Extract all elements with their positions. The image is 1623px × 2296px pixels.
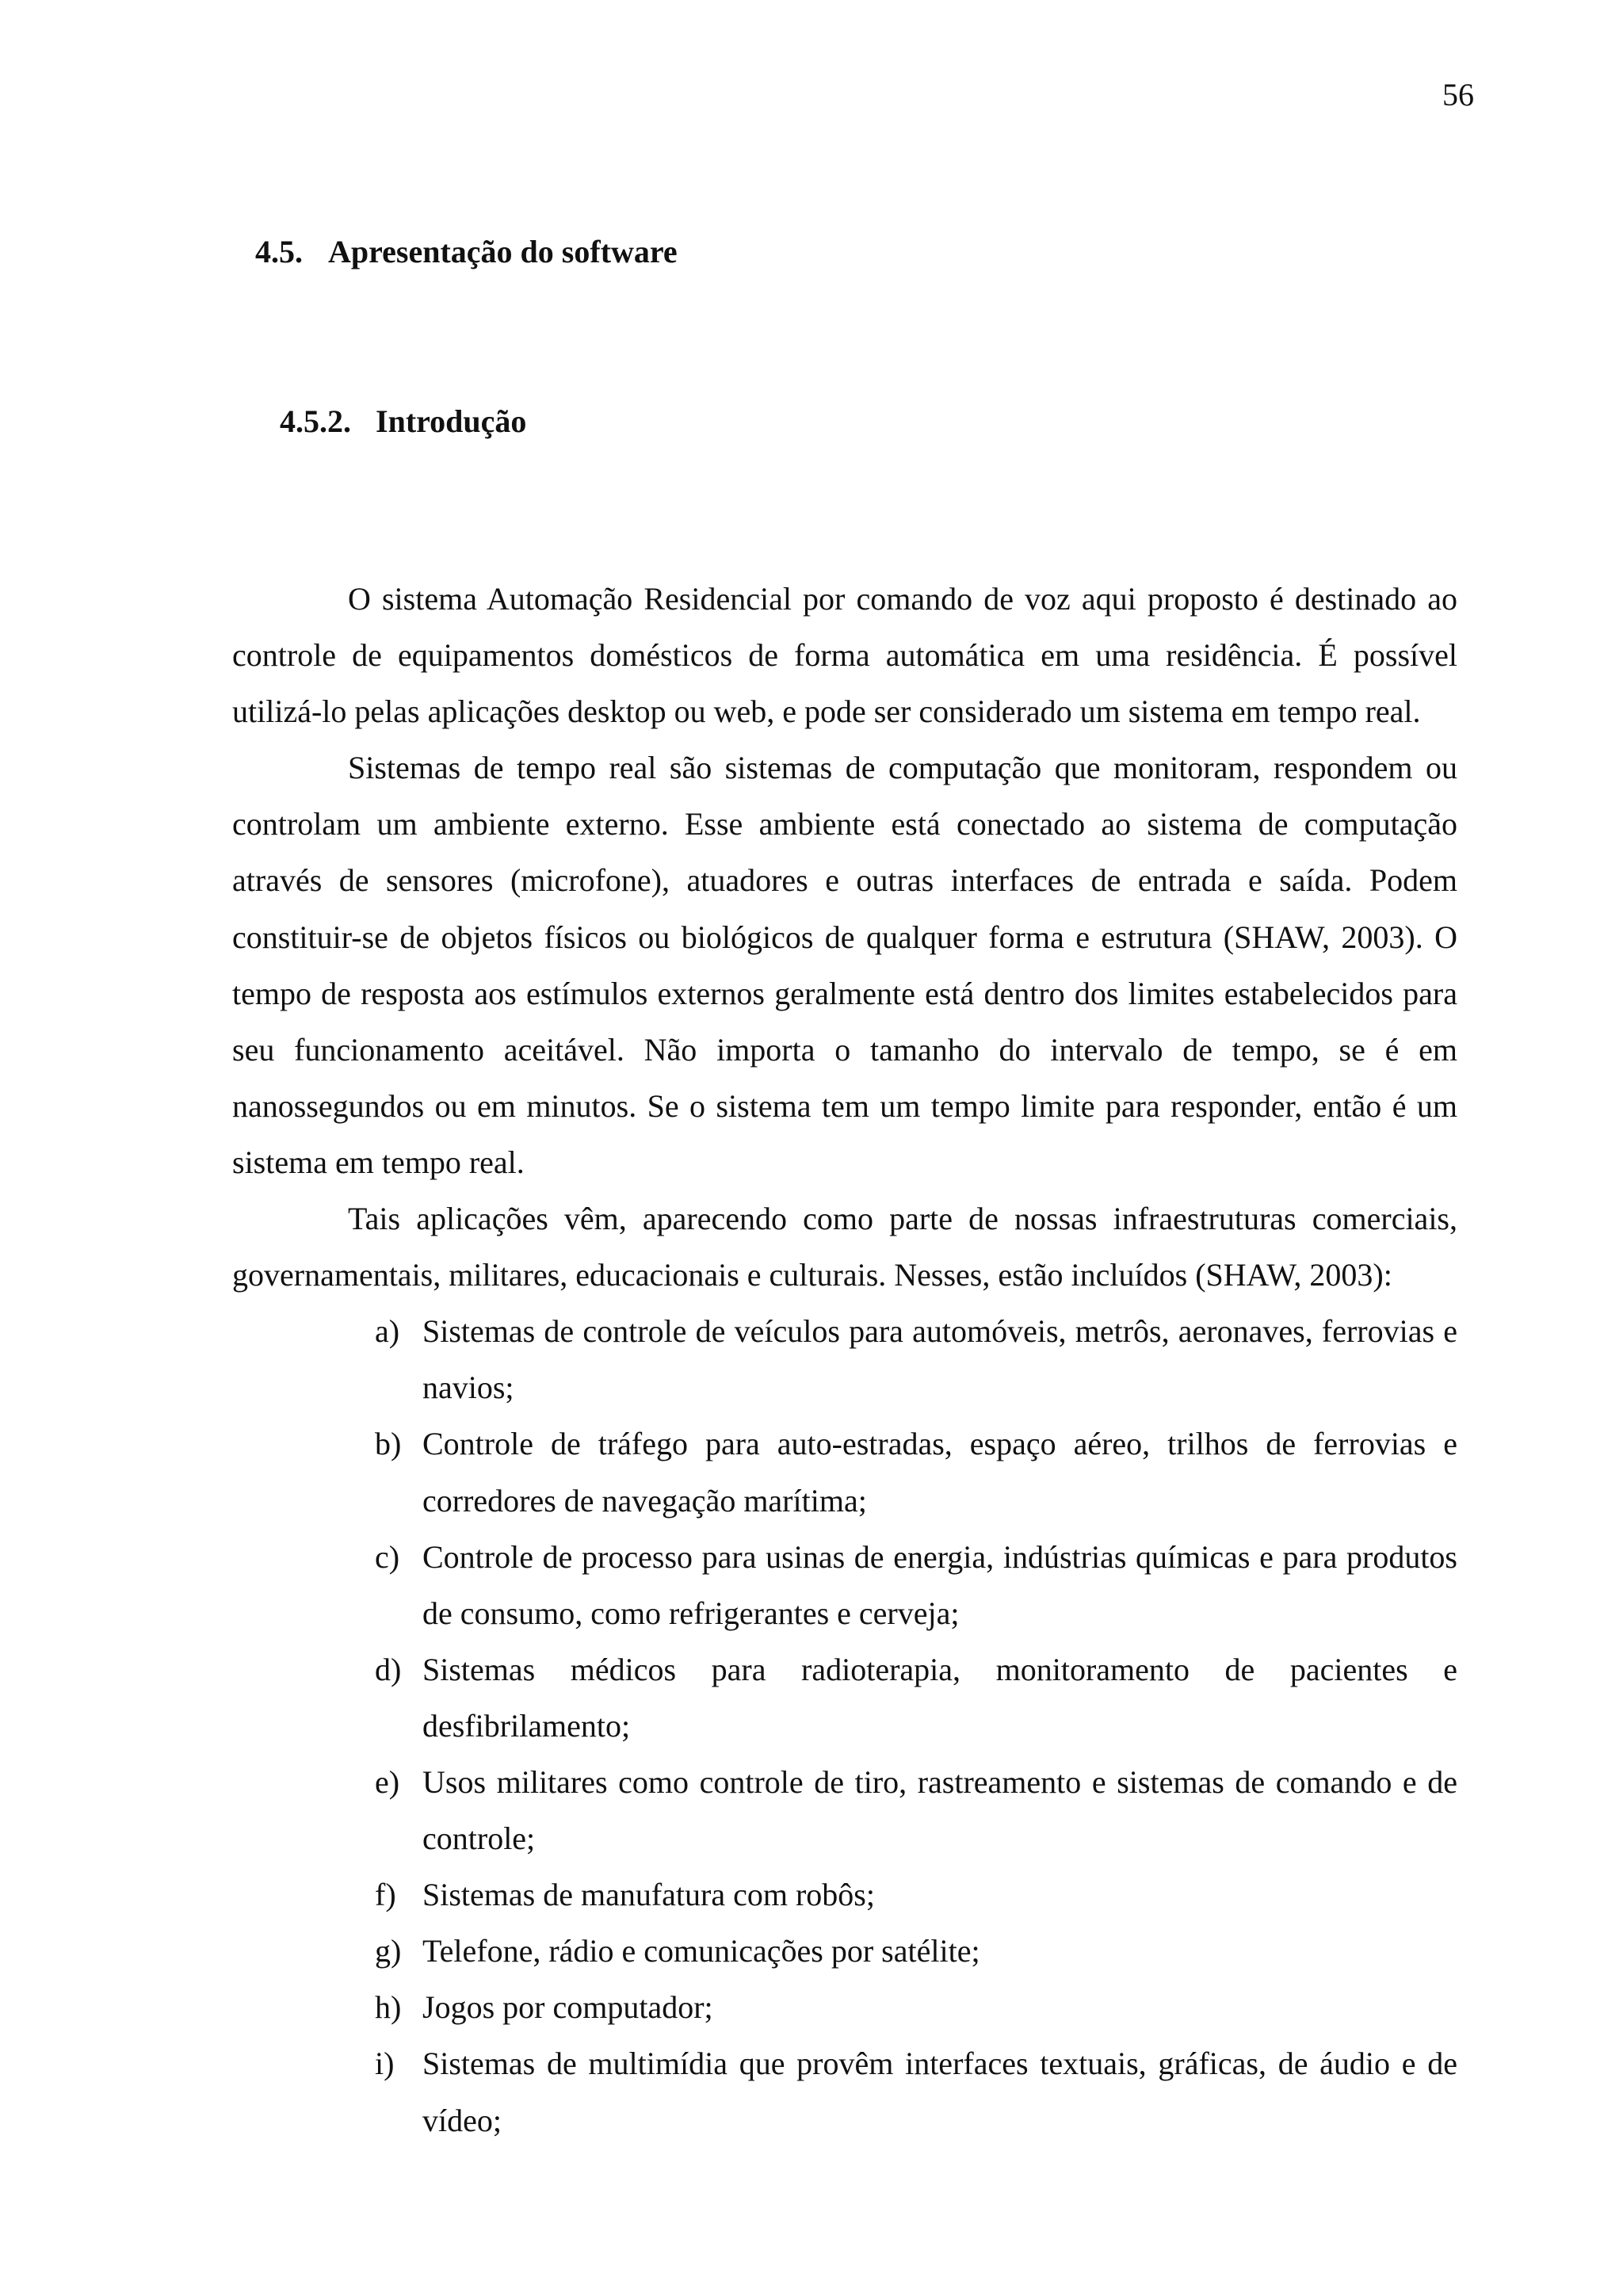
list-item [375,1979,1457,2035]
list-marker: b) [375,1426,402,1462]
section-heading [255,233,678,271]
list-item [375,1866,1457,1923]
list-item-text: Sistemas de manufatura com robôs; [422,1877,875,1913]
list-marker: a) [375,1313,400,1350]
list-item [375,1754,1457,1866]
list-marker: h) [375,1989,402,2026]
list-item-text: Controle de tráfego para auto-estradas, espaço aéreo, trilhos de ferrovias e corredores de navegação marítima; [422,1426,1457,1519]
list-item [375,1923,1457,1979]
list-item [375,1303,1457,1415]
list-item-text: Usos militares como controle de tiro, rastreamento e sistemas de comando e de controle; [422,1763,1457,1857]
section-title: Apresentação do software [328,234,678,269]
paragraph: Tais aplicações vêm, aparecendo como parte de nossas infraestruturas comerciais, governamentais, militares, educacionais e culturais. Nesses, estão incluídos (SHAW, 2003): [232,1201,1457,1293]
list-item [375,1415,1457,1528]
list-marker: d) [375,1651,402,1687]
list-item-text: Sistemas de multimídia que provêm interfaces textuais, gráficas, de áudio e de vídeo; [422,2046,1457,2138]
list-item [375,1529,1457,1641]
list-marker: e) [375,1763,400,1800]
list-item-text: Jogos por computador; [422,1989,713,2026]
list-item [375,1641,1457,1754]
paragraph: O sistema Automação Residencial por comando de voz aqui proposto é destinado ao controle de equipamentos domésticos de forma automática em uma residência. É possível utilizá-lo pelas aplicações desktop ou web, e pode ser considerado um sistema em tempo real. [232,581,1457,730]
list-marker: g) [375,1933,402,1969]
list-marker: i) [375,2046,395,2082]
subsection-heading [280,403,526,441]
body-text [232,571,1457,2149]
subsection-number: 4.5.2. [280,403,351,439]
page-number: 56 [1442,77,1474,113]
list-item-text: Telefone, rádio e comunicações por satélite; [422,1933,980,1969]
subsection-title: Introdução [376,403,527,439]
application-list [232,1303,1457,2148]
list-item [375,2035,1457,2148]
list-item-text: Sistemas de controle de veículos para automóveis, metrôs, aeronaves, ferrovias e navios; [422,1313,1457,1406]
paragraph: Sistemas de tempo real são sistemas de computação que monitoram, respondem ou controlam um ambiente externo. Esse ambiente está conectado ao sistema de computação através de sensores (microfone), atuadores e outras interfaces de entrada e saída. Podem constituir-se de objetos físicos ou biológicos de qualquer forma e estrutura (SHAW, 2003). O tempo de resposta aos estímulos externos geralmente está dentro dos limites estabelecidos para seu funcionamento aceitável. Não importa o tamanho do intervalo de tempo, se é em nanossegundos ou em minutos. Se o sistema tem um tempo limite para responder, então é um sistema em tempo real. [232,750,1457,1180]
list-item-text: Controle de processo para usinas de energia, indústrias químicas e para produtos de consumo, como refrigerantes e cerveja; [422,1538,1457,1631]
section-number: 4.5. [255,234,303,269]
list-marker: c) [375,1538,400,1575]
list-item-text: Sistemas médicos para radioterapia, monitoramento de pacientes e desfibrilamento; [422,1651,1457,1744]
list-marker: f) [375,1877,396,1913]
